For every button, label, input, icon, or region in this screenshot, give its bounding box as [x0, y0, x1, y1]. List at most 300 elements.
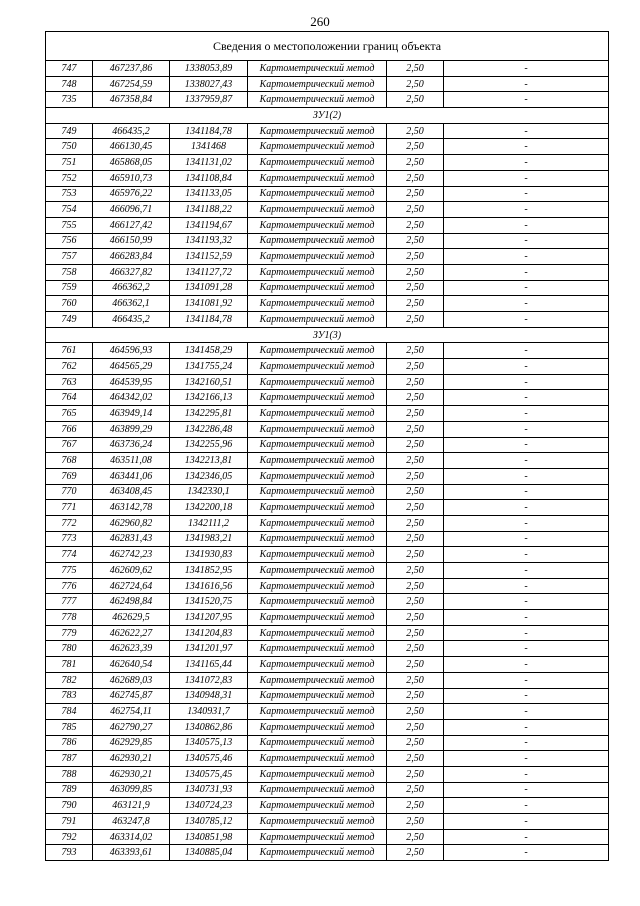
- method-cell: Картометрический метод: [248, 719, 387, 735]
- description-cell: -: [444, 123, 609, 139]
- section-header-row: [46, 327, 609, 343]
- y-coordinate-cell: 1341184,78: [170, 123, 248, 139]
- x-coordinate-cell: 462930,21: [93, 766, 170, 782]
- y-coordinate-cell: 1342346,05: [170, 468, 248, 484]
- y-coordinate-cell: 1337959,87: [170, 92, 248, 108]
- accuracy-cell: 2,50: [387, 202, 444, 218]
- accuracy-cell: 2,50: [387, 170, 444, 186]
- x-coordinate-cell: 466362,2: [93, 280, 170, 296]
- point-number-cell: 764: [46, 390, 93, 406]
- table-row: [46, 798, 609, 814]
- description-cell: -: [444, 155, 609, 171]
- point-number-cell: 766: [46, 421, 93, 437]
- point-number-cell: 759: [46, 280, 93, 296]
- accuracy-cell: 2,50: [387, 500, 444, 516]
- y-coordinate-cell: 1341616,56: [170, 578, 248, 594]
- description-cell: -: [444, 751, 609, 767]
- accuracy-cell: 2,50: [387, 782, 444, 798]
- accuracy-cell: 2,50: [387, 453, 444, 469]
- description-cell: -: [444, 829, 609, 845]
- x-coordinate-cell: 462742,23: [93, 547, 170, 563]
- point-number-cell: 790: [46, 798, 93, 814]
- point-number-cell: 767: [46, 437, 93, 453]
- x-coordinate-cell: 463511,08: [93, 453, 170, 469]
- point-number-cell: 788: [46, 766, 93, 782]
- accuracy-cell: 2,50: [387, 217, 444, 233]
- point-number-cell: 783: [46, 688, 93, 704]
- y-coordinate-cell: 1341193,32: [170, 233, 248, 249]
- accuracy-cell: 2,50: [387, 688, 444, 704]
- description-cell: -: [444, 186, 609, 202]
- x-coordinate-cell: 464342,02: [93, 390, 170, 406]
- description-cell: -: [444, 814, 609, 830]
- point-number-cell: 763: [46, 374, 93, 390]
- accuracy-cell: 2,50: [387, 249, 444, 265]
- table-row: [46, 249, 609, 265]
- table-row: [46, 735, 609, 751]
- x-coordinate-cell: 463247,8: [93, 814, 170, 830]
- description-cell: -: [444, 610, 609, 626]
- accuracy-cell: 2,50: [387, 312, 444, 328]
- point-number-cell: 753: [46, 186, 93, 202]
- table-row: [46, 217, 609, 233]
- y-coordinate-cell: 1340851,98: [170, 829, 248, 845]
- method-cell: Картометрический метод: [248, 515, 387, 531]
- description-cell: -: [444, 657, 609, 673]
- point-number-cell: 782: [46, 672, 93, 688]
- accuracy-cell: 2,50: [387, 594, 444, 610]
- table-row: [46, 719, 609, 735]
- y-coordinate-cell: 1341131,02: [170, 155, 248, 171]
- y-coordinate-cell: 1341468: [170, 139, 248, 155]
- point-number-cell: 749: [46, 123, 93, 139]
- point-number-cell: 774: [46, 547, 93, 563]
- description-cell: -: [444, 359, 609, 375]
- x-coordinate-cell: 466127,42: [93, 217, 170, 233]
- method-cell: Картометрический метод: [248, 798, 387, 814]
- method-cell: Картометрический метод: [248, 657, 387, 673]
- y-coordinate-cell: 1342330,1: [170, 484, 248, 500]
- table-row: [46, 468, 609, 484]
- description-cell: -: [444, 217, 609, 233]
- table-row: [46, 264, 609, 280]
- method-cell: Картометрический метод: [248, 186, 387, 202]
- y-coordinate-cell: 1341072,83: [170, 672, 248, 688]
- accuracy-cell: 2,50: [387, 437, 444, 453]
- point-number-cell: 761: [46, 343, 93, 359]
- x-coordinate-cell: 462609,62: [93, 563, 170, 579]
- point-number-cell: 752: [46, 170, 93, 186]
- point-number-cell: 750: [46, 139, 93, 155]
- accuracy-cell: 2,50: [387, 766, 444, 782]
- table-row: [46, 594, 609, 610]
- method-cell: Картометрический метод: [248, 61, 387, 77]
- x-coordinate-cell: 462689,03: [93, 672, 170, 688]
- accuracy-cell: 2,50: [387, 421, 444, 437]
- y-coordinate-cell: 1341930,83: [170, 547, 248, 563]
- point-number-cell: 754: [46, 202, 93, 218]
- accuracy-cell: 2,50: [387, 390, 444, 406]
- point-number-cell: 747: [46, 61, 93, 77]
- description-cell: -: [444, 453, 609, 469]
- x-coordinate-cell: 462790,27: [93, 719, 170, 735]
- x-coordinate-cell: 467358,84: [93, 92, 170, 108]
- accuracy-cell: 2,50: [387, 343, 444, 359]
- description-cell: -: [444, 782, 609, 798]
- y-coordinate-cell: 1341852,95: [170, 563, 248, 579]
- accuracy-cell: 2,50: [387, 751, 444, 767]
- accuracy-cell: 2,50: [387, 735, 444, 751]
- description-cell: -: [444, 280, 609, 296]
- y-coordinate-cell: 1342286,48: [170, 421, 248, 437]
- x-coordinate-cell: 464539,95: [93, 374, 170, 390]
- y-coordinate-cell: 1340575,45: [170, 766, 248, 782]
- table-row: [46, 704, 609, 720]
- accuracy-cell: 2,50: [387, 563, 444, 579]
- method-cell: Картометрический метод: [248, 688, 387, 704]
- method-cell: Картометрический метод: [248, 296, 387, 312]
- y-coordinate-cell: 1341127,72: [170, 264, 248, 280]
- description-cell: -: [444, 578, 609, 594]
- point-number-cell: 735: [46, 92, 93, 108]
- point-number-cell: 765: [46, 406, 93, 422]
- y-coordinate-cell: 1341165,44: [170, 657, 248, 673]
- description-cell: -: [444, 312, 609, 328]
- point-number-cell: 792: [46, 829, 93, 845]
- description-cell: -: [444, 563, 609, 579]
- method-cell: Картометрический метод: [248, 672, 387, 688]
- point-number-cell: 787: [46, 751, 93, 767]
- y-coordinate-cell: 1338027,43: [170, 76, 248, 92]
- y-coordinate-cell: 1342255,96: [170, 437, 248, 453]
- y-coordinate-cell: 1342200,18: [170, 500, 248, 516]
- table-row: [46, 547, 609, 563]
- accuracy-cell: 2,50: [387, 233, 444, 249]
- x-coordinate-cell: 466362,1: [93, 296, 170, 312]
- point-number-cell: 771: [46, 500, 93, 516]
- page-number: 260: [310, 14, 330, 29]
- description-cell: -: [444, 264, 609, 280]
- y-coordinate-cell: 1340931,7: [170, 704, 248, 720]
- accuracy-cell: 2,50: [387, 829, 444, 845]
- y-coordinate-cell: 1338053,89: [170, 61, 248, 77]
- x-coordinate-cell: 467254,59: [93, 76, 170, 92]
- accuracy-cell: 2,50: [387, 531, 444, 547]
- table-row: [46, 374, 609, 390]
- x-coordinate-cell: 463314,02: [93, 829, 170, 845]
- accuracy-cell: 2,50: [387, 92, 444, 108]
- x-coordinate-cell: 462930,21: [93, 751, 170, 767]
- accuracy-cell: 2,50: [387, 296, 444, 312]
- description-cell: -: [444, 202, 609, 218]
- description-cell: -: [444, 515, 609, 531]
- table-row: [46, 421, 609, 437]
- method-cell: Картометрический метод: [248, 845, 387, 861]
- table-body: [46, 32, 609, 861]
- section-header-row: [46, 108, 609, 124]
- x-coordinate-cell: 463899,29: [93, 421, 170, 437]
- method-cell: Картометрический метод: [248, 312, 387, 328]
- table-row: [46, 92, 609, 108]
- y-coordinate-cell: 1340862,86: [170, 719, 248, 735]
- method-cell: Картометрический метод: [248, 766, 387, 782]
- point-number-cell: 757: [46, 249, 93, 265]
- accuracy-cell: 2,50: [387, 139, 444, 155]
- description-cell: -: [444, 672, 609, 688]
- point-number-cell: 776: [46, 578, 93, 594]
- y-coordinate-cell: 1340575,13: [170, 735, 248, 751]
- y-coordinate-cell: 1341204,83: [170, 625, 248, 641]
- y-coordinate-cell: 1341184,78: [170, 312, 248, 328]
- point-number-cell: 756: [46, 233, 93, 249]
- x-coordinate-cell: 464596,93: [93, 343, 170, 359]
- method-cell: Картометрический метод: [248, 421, 387, 437]
- method-cell: Картометрический метод: [248, 202, 387, 218]
- y-coordinate-cell: 1340724,23: [170, 798, 248, 814]
- y-coordinate-cell: 1342166,13: [170, 390, 248, 406]
- y-coordinate-cell: 1342111,2: [170, 515, 248, 531]
- accuracy-cell: 2,50: [387, 625, 444, 641]
- y-coordinate-cell: 1341207,95: [170, 610, 248, 626]
- accuracy-cell: 2,50: [387, 515, 444, 531]
- point-number-cell: 770: [46, 484, 93, 500]
- x-coordinate-cell: 466150,99: [93, 233, 170, 249]
- y-coordinate-cell: 1341201,97: [170, 641, 248, 657]
- y-coordinate-cell: 1340731,93: [170, 782, 248, 798]
- table-row: [46, 139, 609, 155]
- table-title-row: [46, 32, 609, 61]
- table-row: [46, 61, 609, 77]
- method-cell: Картометрический метод: [248, 76, 387, 92]
- table-row: [46, 170, 609, 186]
- y-coordinate-cell: 1341983,21: [170, 531, 248, 547]
- point-number-cell: 760: [46, 296, 93, 312]
- x-coordinate-cell: 465868,05: [93, 155, 170, 171]
- description-cell: -: [444, 531, 609, 547]
- method-cell: Картометрический метод: [248, 249, 387, 265]
- point-number-cell: 775: [46, 563, 93, 579]
- accuracy-cell: 2,50: [387, 264, 444, 280]
- x-coordinate-cell: 463142,78: [93, 500, 170, 516]
- x-coordinate-cell: 463099,85: [93, 782, 170, 798]
- description-cell: -: [444, 61, 609, 77]
- method-cell: Картометрический метод: [248, 578, 387, 594]
- x-coordinate-cell: 462929,85: [93, 735, 170, 751]
- table-row: [46, 186, 609, 202]
- table-row: [46, 437, 609, 453]
- method-cell: Картометрический метод: [248, 500, 387, 516]
- point-number-cell: 772: [46, 515, 93, 531]
- accuracy-cell: 2,50: [387, 76, 444, 92]
- method-cell: Картометрический метод: [248, 547, 387, 563]
- method-cell: Картометрический метод: [248, 359, 387, 375]
- description-cell: -: [444, 343, 609, 359]
- section-title: ЗУ1(2): [46, 108, 609, 124]
- point-number-cell: 773: [46, 531, 93, 547]
- y-coordinate-cell: 1340785,12: [170, 814, 248, 830]
- x-coordinate-cell: 462831,43: [93, 531, 170, 547]
- method-cell: Картометрический метод: [248, 390, 387, 406]
- point-number-cell: 778: [46, 610, 93, 626]
- x-coordinate-cell: 462640,54: [93, 657, 170, 673]
- section-title: ЗУ1(3): [46, 327, 609, 343]
- method-cell: Картометрический метод: [248, 782, 387, 798]
- x-coordinate-cell: 462745,87: [93, 688, 170, 704]
- x-coordinate-cell: 466283,84: [93, 249, 170, 265]
- point-number-cell: 784: [46, 704, 93, 720]
- accuracy-cell: 2,50: [387, 359, 444, 375]
- x-coordinate-cell: 466130,45: [93, 139, 170, 155]
- method-cell: Картометрический метод: [248, 751, 387, 767]
- point-number-cell: 749: [46, 312, 93, 328]
- table-row: [46, 766, 609, 782]
- y-coordinate-cell: 1341188,22: [170, 202, 248, 218]
- y-coordinate-cell: 1342295,81: [170, 406, 248, 422]
- table-row: [46, 202, 609, 218]
- method-cell: Картометрический метод: [248, 264, 387, 280]
- description-cell: -: [444, 76, 609, 92]
- point-number-cell: 768: [46, 453, 93, 469]
- method-cell: Картометрический метод: [248, 563, 387, 579]
- y-coordinate-cell: 1340575,46: [170, 751, 248, 767]
- x-coordinate-cell: 463441,06: [93, 468, 170, 484]
- accuracy-cell: 2,50: [387, 406, 444, 422]
- method-cell: Картометрический метод: [248, 468, 387, 484]
- description-cell: -: [444, 139, 609, 155]
- table-row: [46, 531, 609, 547]
- table-row: [46, 625, 609, 641]
- accuracy-cell: 2,50: [387, 61, 444, 77]
- y-coordinate-cell: 1341133,05: [170, 186, 248, 202]
- point-number-cell: 780: [46, 641, 93, 657]
- method-cell: Картометрический метод: [248, 704, 387, 720]
- description-cell: -: [444, 704, 609, 720]
- description-cell: -: [444, 798, 609, 814]
- x-coordinate-cell: 467237,86: [93, 61, 170, 77]
- table-row: [46, 500, 609, 516]
- method-cell: Картометрический метод: [248, 92, 387, 108]
- table-row: [46, 296, 609, 312]
- y-coordinate-cell: 1341458,29: [170, 343, 248, 359]
- point-number-cell: 781: [46, 657, 93, 673]
- method-cell: Картометрический метод: [248, 735, 387, 751]
- description-cell: -: [444, 296, 609, 312]
- method-cell: Картометрический метод: [248, 343, 387, 359]
- description-cell: -: [444, 170, 609, 186]
- y-coordinate-cell: 1341091,28: [170, 280, 248, 296]
- x-coordinate-cell: 462754,11: [93, 704, 170, 720]
- point-number-cell: 785: [46, 719, 93, 735]
- description-cell: -: [444, 421, 609, 437]
- description-cell: -: [444, 484, 609, 500]
- point-number-cell: 758: [46, 264, 93, 280]
- method-cell: Картометрический метод: [248, 641, 387, 657]
- method-cell: Картометрический метод: [248, 829, 387, 845]
- x-coordinate-cell: 462724,64: [93, 578, 170, 594]
- description-cell: -: [444, 390, 609, 406]
- accuracy-cell: 2,50: [387, 468, 444, 484]
- accuracy-cell: 2,50: [387, 641, 444, 657]
- y-coordinate-cell: 1340885,04: [170, 845, 248, 861]
- accuracy-cell: 2,50: [387, 719, 444, 735]
- table-row: [46, 280, 609, 296]
- table-row: [46, 845, 609, 861]
- y-coordinate-cell: 1342213,81: [170, 453, 248, 469]
- description-cell: -: [444, 719, 609, 735]
- point-number-cell: 748: [46, 76, 93, 92]
- point-number-cell: 791: [46, 814, 93, 830]
- table-row: [46, 657, 609, 673]
- accuracy-cell: 2,50: [387, 672, 444, 688]
- x-coordinate-cell: 466435,2: [93, 312, 170, 328]
- x-coordinate-cell: 466096,71: [93, 202, 170, 218]
- accuracy-cell: 2,50: [387, 704, 444, 720]
- description-cell: -: [444, 547, 609, 563]
- table-row: [46, 829, 609, 845]
- x-coordinate-cell: 462960,82: [93, 515, 170, 531]
- table-row: [46, 515, 609, 531]
- table-row: [46, 484, 609, 500]
- x-coordinate-cell: 463121,9: [93, 798, 170, 814]
- table-row: [46, 688, 609, 704]
- table-title: Сведения о местоположении границ объекта: [46, 32, 609, 61]
- method-cell: Картометрический метод: [248, 406, 387, 422]
- table-row: [46, 814, 609, 830]
- method-cell: Картометрический метод: [248, 814, 387, 830]
- x-coordinate-cell: 463393,61: [93, 845, 170, 861]
- description-cell: -: [444, 766, 609, 782]
- table-row: [46, 751, 609, 767]
- y-coordinate-cell: 1341194,67: [170, 217, 248, 233]
- point-number-cell: 777: [46, 594, 93, 610]
- boundary-table: [45, 31, 609, 861]
- point-number-cell: 751: [46, 155, 93, 171]
- description-cell: -: [444, 437, 609, 453]
- table-row: [46, 123, 609, 139]
- x-coordinate-cell: 462622,27: [93, 625, 170, 641]
- description-cell: -: [444, 594, 609, 610]
- table-row: [46, 610, 609, 626]
- method-cell: Картометрический метод: [248, 625, 387, 641]
- accuracy-cell: 2,50: [387, 578, 444, 594]
- accuracy-cell: 2,50: [387, 484, 444, 500]
- table-row: [46, 453, 609, 469]
- table-row: [46, 563, 609, 579]
- method-cell: Картометрический метод: [248, 233, 387, 249]
- description-cell: -: [444, 233, 609, 249]
- method-cell: Картометрический метод: [248, 610, 387, 626]
- table-row: [46, 312, 609, 328]
- x-coordinate-cell: 464565,29: [93, 359, 170, 375]
- description-cell: -: [444, 468, 609, 484]
- accuracy-cell: 2,50: [387, 657, 444, 673]
- table-row: [46, 155, 609, 171]
- method-cell: Картометрический метод: [248, 531, 387, 547]
- table-row: [46, 782, 609, 798]
- y-coordinate-cell: 1341152,59: [170, 249, 248, 265]
- table-row: [46, 578, 609, 594]
- description-cell: -: [444, 249, 609, 265]
- x-coordinate-cell: 466435,2: [93, 123, 170, 139]
- description-cell: -: [444, 374, 609, 390]
- y-coordinate-cell: 1341755,24: [170, 359, 248, 375]
- x-coordinate-cell: 466327,82: [93, 264, 170, 280]
- accuracy-cell: 2,50: [387, 845, 444, 861]
- table-row: [46, 359, 609, 375]
- accuracy-cell: 2,50: [387, 814, 444, 830]
- y-coordinate-cell: 1341108,84: [170, 170, 248, 186]
- method-cell: Картометрический метод: [248, 170, 387, 186]
